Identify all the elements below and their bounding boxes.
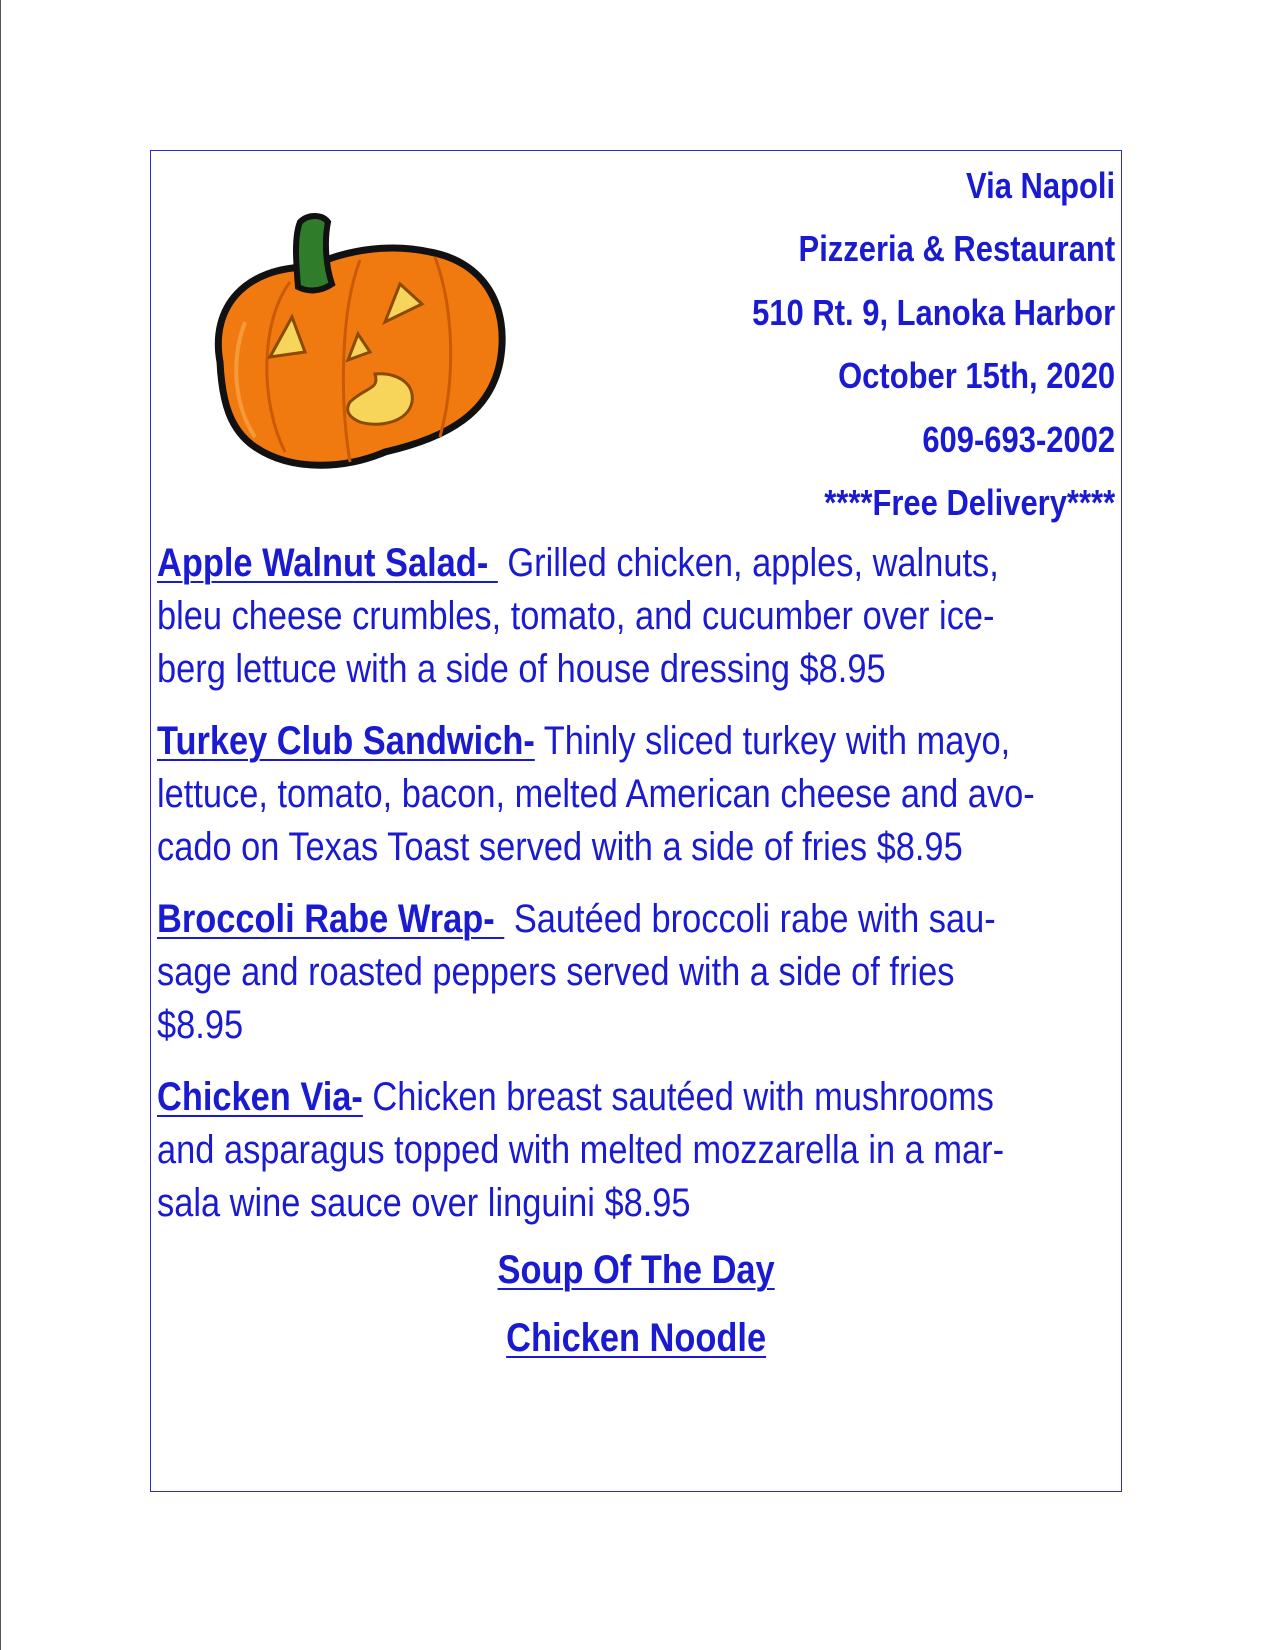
- restaurant-name: Via Napoli: [965, 165, 1115, 206]
- menu-item-line: [157, 537, 1094, 590]
- restaurant-address: 510 Rt. 9, Lanoka Harbor: [751, 291, 1115, 333]
- menu-item: [157, 1071, 1094, 1230]
- menu-item-description: Chicken breast sautéed with mushrooms: [362, 1075, 994, 1119]
- restaurant-header: [752, 154, 1115, 534]
- soup-heading: Soup Of The Day: [497, 1248, 775, 1292]
- menu-item-description: sage and roasted peppers served with a side of fries: [157, 950, 955, 994]
- menu-item-name: Chicken Via-: [157, 1075, 363, 1119]
- menu-item-description: Sautéed broccoli rabe with sau-: [504, 897, 996, 941]
- menu-item-description: $8.95: [157, 1003, 244, 1047]
- jack-o-lantern-icon: [200, 212, 520, 492]
- menu-item-description: Thinly sliced turkey with mayo,: [534, 719, 1011, 763]
- soup-of-the-day: [150, 1240, 1122, 1376]
- menu-item-description: Grilled chicken, apples, walnuts,: [497, 541, 999, 585]
- menu-item-name: Apple Walnut Salad-: [157, 541, 498, 585]
- menu-item-description: and asparagus topped with melted mozzarella in a mar-: [157, 1128, 1005, 1172]
- menu-item: [157, 893, 1094, 1052]
- menu-date: October 15th, 2020: [837, 355, 1115, 397]
- soup-value: Chicken Noodle: [506, 1316, 766, 1360]
- menu-item-description: berg lettuce with a side of house dressing $8.95: [157, 647, 886, 691]
- menu-item-name: Turkey Club Sandwich-: [157, 719, 535, 763]
- phone-number: 609-693-2002: [922, 418, 1115, 460]
- menu-item-description: bleu cheese crumbles, tomato, and cucumber over ice-: [157, 594, 995, 638]
- menu-item-description: sala wine sauce over linguini $8.95: [157, 1181, 691, 1225]
- page-edge: [0, 0, 1, 1650]
- menu-item-line: [157, 1071, 1094, 1124]
- menu-item-line: [157, 893, 1094, 946]
- menu-item-description: lettuce, tomato, bacon, melted American cheese and avo-: [157, 772, 1035, 816]
- menu-items: [157, 537, 1094, 1249]
- menu-item-description: cado on Texas Toast served with a side of fries $8.95: [157, 825, 963, 869]
- menu-item: [157, 715, 1094, 874]
- menu-item-name: Broccoli Rabe Wrap-: [157, 897, 505, 941]
- restaurant-subtitle: Pizzeria & Restaurant: [798, 228, 1115, 270]
- free-delivery-note: ****Free Delivery****: [824, 482, 1115, 524]
- menu-item: [157, 537, 1094, 696]
- menu-item-line: [157, 715, 1094, 768]
